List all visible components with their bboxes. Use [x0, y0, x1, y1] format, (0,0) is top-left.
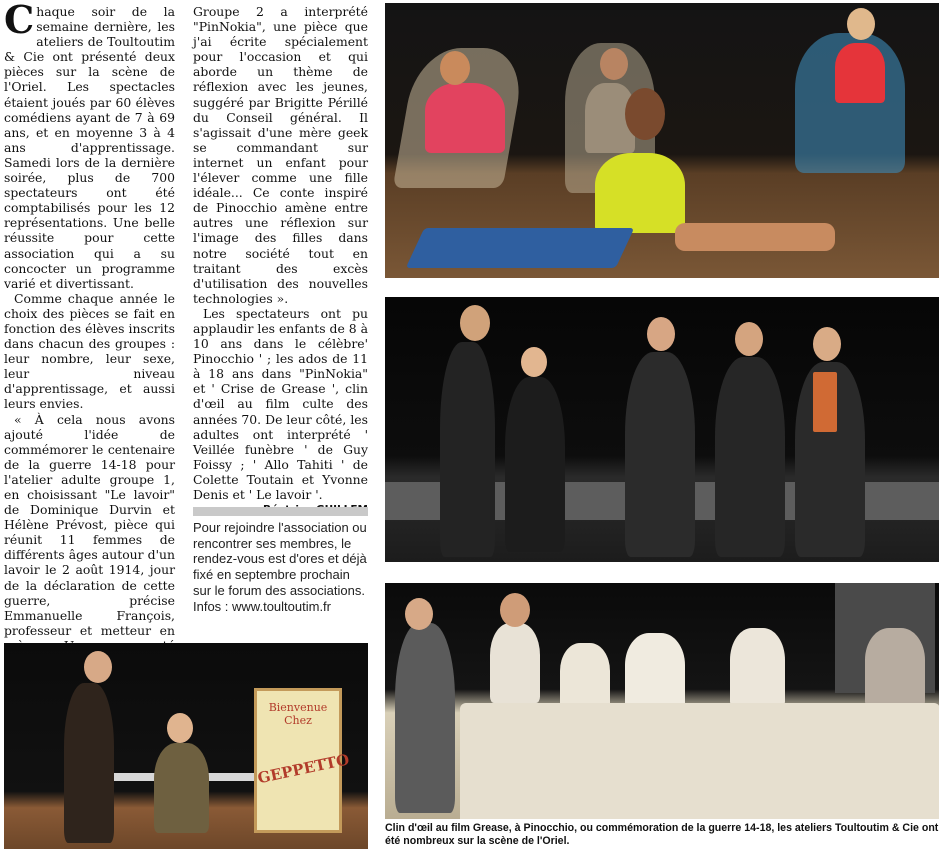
info-box: Pour rejoindre l'association ou rencontrer ses membres, le rendez-vous est d'ores et déjà fixé en septembre prochain sur le forum des associations. Infos : www.toultoutim.fr: [193, 520, 367, 614]
actor-leather-jacket: [625, 352, 695, 557]
photo-le-lavoir: [385, 583, 939, 819]
sidebar-divider: [193, 507, 368, 516]
actress-legs: [675, 223, 835, 251]
actress-head: [405, 598, 433, 630]
actress-head: [440, 51, 470, 85]
photo-lounge-chairs: [385, 3, 939, 278]
actor-head: [735, 322, 763, 356]
photo-grease-boys: [385, 297, 939, 562]
actress-head: [500, 593, 530, 627]
actress-pink-top: [425, 83, 505, 153]
article-paragraph-4: Groupe 2 a interprété "PinNokia", une pièce que j'ai écrite spécialement pour l'occasion et qui aborde un thème de réflexion avec les jeunes, suggéré par Brigitte Périllé du Conseil général. Il s'agissait d'une mère geek se commandant sur internet un enfant pour l'élever comme une fille idéale... Ce conte inspiré de Pinocchio amène entre autres une réflexion sur l'image des filles dans notre société tout en traitant des excès d'utilisation des nouvelles technologies ».: [193, 4, 368, 306]
actress-white-dress: [625, 633, 685, 713]
drop-cap: C: [4, 0, 35, 42]
sign-text-2: Chez: [284, 714, 312, 727]
article-column-2: [193, 4, 368, 518]
actress-head: [625, 88, 665, 140]
actress-white-dress: [730, 628, 785, 708]
actress-grey-dress: [865, 628, 925, 708]
paragraph-1-text: haque soir de la semaine dernière, les ateliers de Toultoutim & Cie ont présenté deux pièces sur la scène de l'Oriel. Les spectacles étaient joués par 60 élèves comédiens ayant de 7 à 69 ans, et en moyenne 3 à 4 ans d'apprentissage. Samedi lors de la dernière soirée, plus de 700 spectateurs ont été comptabilisés pour les 12 représentations. Une belle réussite pour cette association qui a su concocter un programme varié et divertissant.: [4, 4, 175, 291]
actor-leather-jacket: [505, 377, 565, 552]
pinocchio-actor: [154, 743, 209, 833]
actor-head: [647, 317, 675, 351]
geppetto-actor: [64, 683, 114, 843]
actor-head: [521, 347, 547, 377]
actor-head: [813, 327, 841, 361]
actress-grey-dress: [395, 623, 455, 813]
actor-head: [460, 305, 490, 341]
actress-white-dress: [490, 623, 540, 703]
actress-head: [600, 48, 628, 80]
actor-head: [167, 713, 193, 743]
actress-head: [847, 8, 875, 40]
actor-leather-jacket: [715, 357, 785, 557]
actress-yellow-top: [595, 153, 685, 233]
sign-text-3: GEPPETTO: [256, 750, 351, 788]
photo-pinocchio: [4, 643, 368, 849]
sign-text-1: Bienvenue: [268, 701, 328, 714]
washing-trough: [460, 703, 939, 819]
beach-towel: [406, 228, 635, 268]
photo-caption: Clin d'œil au film Grease, à Pinocchio, ou commémoration de la guerre 14-18, les ateliers Toultoutim & Cie ont été nombreux sur la scène de l'Oriel.: [385, 822, 939, 847]
article-paragraph-5: Les spectateurs ont pu applaudir les enfants de 8 à 10 ans dans le célèbre' Pinocchio ' ; les ados de 11 à 18 ans dans "PinNokia" et ' Crise de Grease ', clin d'œil au film culte des années 70. De leur côté, les adultes ont interprété ' Veillée funèbre ' de Guy Foissy ; ' Allo Tahiti ' de Colette Toutain et Yvonne Denis et ' Le lavoir '.: [193, 305, 368, 502]
actress-red-dress: [835, 43, 885, 103]
article-paragraph-1: [4, 0, 175, 291]
article-paragraph-2: Comme chaque année le choix des pièces se fait en fonction des élèves inscrits dans chacun des groupes : leur nombre, leur sexe, leur niveau d'apprentissage, et aussi leurs envies.: [4, 290, 175, 412]
orange-shirt: [813, 372, 837, 432]
article-column-1: [4, 0, 175, 683]
actor-head: [84, 651, 112, 683]
actor-leather-jacket: [440, 342, 495, 557]
article-paragraph-3: « À cela nous avons ajouté l'idée de commémorer le centenaire de la guerre 14-18 pour l'atelier adulte groupe 1, en choisissant "Le lavoir" de Dominique Durvin et Hélène Prévost, pièce qui réunit 11 femmes de différents âges autour d'un lavoir le 2 août 1914, jour de la déclaration de cette guerre, précise Emmanuelle François, professeur et metteur en: [4, 411, 175, 638]
geppetto-sign: [254, 688, 351, 833]
